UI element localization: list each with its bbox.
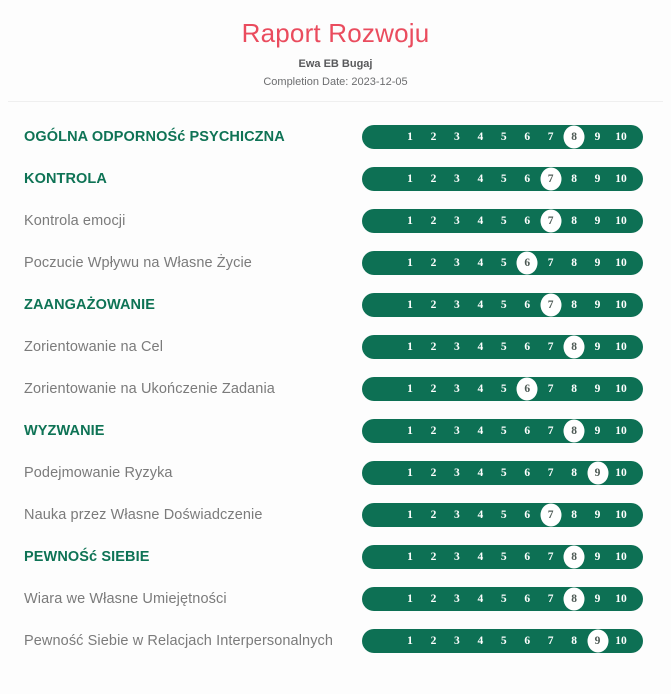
scale-tick[interactable]: 6 [524,593,531,605]
scale-tick[interactable]: 2 [430,425,437,437]
scale-tick[interactable]: 7 [547,341,554,353]
scale-tick[interactable]: 3 [454,341,460,353]
scale-tick[interactable]: 7 [547,257,554,269]
scale-tick[interactable]: 2 [430,257,437,269]
scale-tick[interactable]: 5 [500,509,507,521]
scale-tick[interactable]: 7 [547,131,554,143]
scale-tick[interactable]: 3 [454,173,460,185]
score-scale[interactable] [362,251,643,275]
scale-tick[interactable]: 1 [407,131,413,143]
category-label: PEWNOŚć SIEBIE [24,549,150,565]
scale-tick[interactable]: 10 [615,383,627,395]
scale-tick-selected[interactable]: 7 [541,167,561,191]
item-label: Wiara we Własne Umiejętności [24,591,227,607]
scale-tick[interactable]: 1 [407,509,413,521]
scale-tick[interactable]: 9 [594,425,601,437]
scale-tick[interactable]: 6 [524,467,531,479]
scale-tick[interactable]: 5 [500,383,507,395]
scale-tick[interactable]: 9 [594,551,601,563]
category-label: ZAANGAŻOWANIE [24,297,155,313]
scale-tick[interactable]: 7 [547,425,554,437]
score-scale[interactable] [362,587,643,611]
scale-tick[interactable]: 9 [594,215,601,227]
scale-tick[interactable]: 2 [430,593,437,605]
scale-tick[interactable]: 8 [571,509,577,521]
completion-date: Completion Date: 2023-12-05 [263,76,408,88]
category-label: OGÓLNA ODPORNOŚć PSYCHICZNA [24,129,285,145]
scale-tick-selected[interactable]: 7 [541,209,561,233]
scale-tick-selected[interactable]: 9 [588,461,608,485]
scale-tick[interactable]: 2 [430,551,437,563]
item-label: Zorientowanie na Cel [24,339,164,355]
scale-ticks [400,545,631,569]
score-scale[interactable] [362,335,643,359]
scale-tick[interactable]: 5 [500,425,507,437]
scale-tick[interactable]: 6 [524,635,531,647]
item-label: Zorientowanie na Ukończenie Zadania [24,381,275,397]
scale-tick[interactable]: 10 [615,215,627,227]
score-scale[interactable] [362,125,643,149]
scale-tick[interactable]: 4 [477,215,484,227]
category-label: WYZWANIE [24,423,105,439]
scale-tick[interactable]: 2 [430,299,437,311]
scale-tick[interactable]: 1 [407,173,413,185]
scale-tick[interactable]: 4 [477,299,484,311]
scale-tick[interactable]: 9 [594,509,601,521]
report-row [0,200,671,242]
scale-tick-selected[interactable]: 8 [564,125,584,149]
scale-tick[interactable]: 4 [477,551,484,563]
report-row [0,578,671,620]
scale-tick[interactable]: 10 [615,425,627,437]
scale-tick[interactable]: 3 [454,467,460,479]
score-scale[interactable] [362,461,643,485]
scale-tick[interactable]: 5 [500,215,507,227]
scale-ticks [400,461,631,485]
score-scale[interactable] [362,209,643,233]
score-scale[interactable] [362,293,643,317]
scale-tick[interactable]: 4 [477,467,484,479]
scale-tick[interactable]: 3 [454,425,460,437]
scale-tick[interactable]: 5 [500,467,507,479]
scale-tick-selected[interactable]: 7 [541,503,561,527]
scale-tick[interactable]: 10 [615,257,627,269]
scale-tick[interactable]: 8 [571,467,577,479]
scale-tick[interactable]: 10 [615,173,627,185]
scale-tick[interactable]: 4 [477,593,484,605]
scale-tick-selected[interactable]: 8 [564,419,584,443]
scale-ticks [400,125,631,149]
scale-tick[interactable]: 7 [547,383,554,395]
report-row [0,368,671,410]
scale-tick[interactable]: 4 [477,173,484,185]
scale-tick-selected[interactable]: 8 [564,587,584,611]
scale-tick[interactable]: 5 [500,257,507,269]
score-scale[interactable] [362,503,643,527]
report-row [0,284,671,326]
scale-tick[interactable]: 8 [571,635,577,647]
scale-tick[interactable]: 1 [407,257,413,269]
report-row [0,158,671,200]
scale-tick[interactable]: 6 [524,131,531,143]
scale-ticks [400,503,631,527]
category-label: KONTROLA [24,171,107,187]
scale-tick[interactable]: 10 [615,131,627,143]
scale-tick[interactable]: 9 [594,593,601,605]
scale-tick[interactable]: 1 [407,299,413,311]
scale-tick[interactable]: 9 [594,131,601,143]
report-row [0,326,671,368]
item-label: Poczucie Wpływu na Własne Życie [24,255,252,271]
scale-tick[interactable]: 6 [524,425,531,437]
scale-tick[interactable]: 2 [430,131,437,143]
scale-tick[interactable]: 5 [500,551,507,563]
report-row [0,620,671,662]
scale-tick[interactable]: 4 [477,425,484,437]
scale-tick[interactable]: 7 [547,467,554,479]
scale-tick[interactable]: 6 [524,509,531,521]
scale-tick[interactable]: 8 [571,257,577,269]
scale-tick[interactable]: 4 [477,635,484,647]
scale-tick[interactable]: 7 [547,551,554,563]
scale-tick[interactable]: 2 [430,635,437,647]
scale-ticks [400,587,631,611]
scale-ticks [400,377,631,401]
scale-tick[interactable]: 8 [571,299,577,311]
report-row [0,452,671,494]
scale-tick[interactable]: 1 [407,341,413,353]
scale-tick[interactable]: 1 [407,467,413,479]
scale-tick[interactable]: 2 [430,467,437,479]
report-header [0,0,671,102]
scale-tick[interactable]: 6 [524,299,531,311]
scale-tick[interactable]: 1 [407,551,413,563]
scale-tick[interactable]: 5 [500,593,507,605]
item-label: Nauka przez Własne Doświadczenie [24,507,263,523]
report-row [0,536,671,578]
score-scale[interactable] [362,419,643,443]
scale-tick[interactable]: 2 [430,215,437,227]
scale-ticks [400,335,631,359]
scale-tick[interactable]: 7 [547,635,554,647]
scale-tick[interactable]: 5 [500,131,507,143]
scale-tick[interactable]: 10 [615,551,627,563]
scale-ticks [400,251,631,275]
scale-tick[interactable]: 4 [477,341,484,353]
scale-tick-selected[interactable]: 9 [588,629,608,653]
scale-ticks [400,419,631,443]
scale-tick[interactable]: 6 [524,551,531,563]
report-row [0,410,671,452]
scale-tick[interactable]: 8 [571,215,577,227]
item-label: Podejmowanie Ryzyka [24,465,173,481]
scale-tick[interactable]: 5 [500,341,507,353]
scale-tick[interactable]: 9 [594,341,601,353]
scale-tick[interactable]: 1 [407,215,413,227]
scale-tick[interactable]: 8 [571,173,577,185]
scale-tick[interactable]: 3 [454,215,460,227]
scale-tick[interactable]: 10 [615,341,627,353]
participant-name: Ewa EB Bugaj [298,58,373,70]
scale-tick[interactable]: 3 [454,551,460,563]
scale-tick-selected[interactable]: 8 [564,335,584,359]
scale-tick[interactable]: 8 [571,383,577,395]
scale-tick[interactable]: 9 [594,173,601,185]
scale-tick[interactable]: 5 [500,173,507,185]
report-row [0,494,671,536]
scale-ticks [400,293,631,317]
scale-tick[interactable]: 3 [454,383,460,395]
scale-tick[interactable]: 5 [500,635,507,647]
scale-tick[interactable]: 1 [407,383,413,395]
scale-tick[interactable]: 4 [477,257,484,269]
scale-tick[interactable]: 9 [594,383,601,395]
scale-tick[interactable]: 2 [430,509,437,521]
scale-tick[interactable]: 3 [454,635,460,647]
scale-tick-selected[interactable]: 6 [517,377,537,401]
scale-tick[interactable]: 9 [594,299,601,311]
scale-tick[interactable]: 9 [594,257,601,269]
scale-ticks [400,209,631,233]
scale-tick[interactable]: 1 [407,425,413,437]
scale-tick[interactable]: 3 [454,299,460,311]
scale-tick[interactable]: 1 [407,593,413,605]
scale-tick[interactable]: 10 [615,467,627,479]
scale-tick[interactable]: 4 [477,509,484,521]
scale-tick[interactable]: 3 [454,509,460,521]
scale-tick[interactable]: 4 [477,383,484,395]
score-scale[interactable] [362,629,643,653]
scale-tick[interactable]: 2 [430,173,437,185]
scale-tick[interactable]: 4 [477,131,484,143]
scale-tick-selected[interactable]: 8 [564,545,584,569]
scale-tick-selected[interactable]: 6 [517,251,537,275]
report-row [0,242,671,284]
scale-tick[interactable]: 6 [524,341,531,353]
scale-tick[interactable]: 1 [407,635,413,647]
scale-tick[interactable]: 6 [524,173,531,185]
item-label: Pewność Siebie w Relacjach Interpersonalnych [24,633,334,649]
scale-ticks [400,629,631,653]
scale-tick[interactable]: 6 [524,215,531,227]
scale-tick[interactable]: 10 [615,509,627,521]
item-label: Kontrola emocji [24,213,126,229]
report-row [0,116,671,158]
scale-tick[interactable]: 10 [615,593,627,605]
report-rows [0,116,671,662]
score-scale[interactable] [362,167,643,191]
scale-tick[interactable]: 10 [615,635,627,647]
scale-tick-selected[interactable]: 7 [541,293,561,317]
scale-tick[interactable]: 3 [454,593,460,605]
scale-tick[interactable]: 7 [547,593,554,605]
scale-tick[interactable]: 2 [430,341,437,353]
scale-ticks [400,167,631,191]
page-title: Raport Rozwoju [241,18,430,48]
scale-tick[interactable]: 2 [430,383,437,395]
score-scale[interactable] [362,377,643,401]
scale-tick[interactable]: 5 [500,299,507,311]
scale-tick[interactable]: 3 [454,257,460,269]
scale-tick[interactable]: 3 [454,131,460,143]
scale-tick[interactable]: 10 [615,299,627,311]
score-scale[interactable] [362,545,643,569]
header-divider [8,101,663,102]
